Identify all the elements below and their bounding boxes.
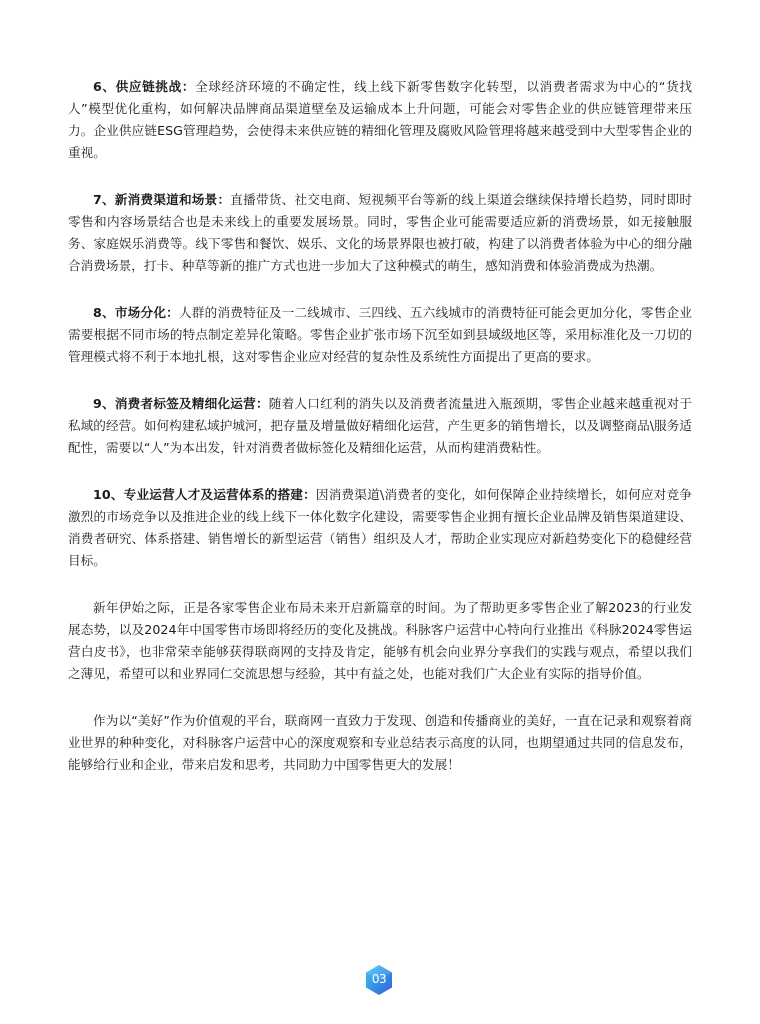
- paragraph-heading: 10、专业运营人才及运营体系的搭建：: [93, 487, 316, 502]
- paragraph-text: 作为以“美好”作为价值观的平台，联商网一直致力于发现、创造和传播商业的美好，一直在记录和观察着商业世界的种种变化，对科脉客户运营中心的深度观察和专业总结表示高度的认同，也期望通过共同的信息发布，能够给行业和企业，带来启发和思考，共同助力中国零售更大的发展！: [68, 713, 692, 772]
- paragraph-text: 新年伊始之际，正是各家零售企业布局未来开启新篇章的时间。为了帮助更多零售企业了解2023的行业发展态势，以及2024年中国零售市场即将经历的变化及挑战。科脉客户运营中心特向行业推出《科脉2024零售运营白皮书》，也非常荣幸能够获得联商网的支持及肯定，能够有机会向业界分享我们的实践与观点，希望以我们之薄见，希望可以和业界同仁交流思想与经验，其中有益之处，也能对我们广大企业有实际的指导价值。: [68, 600, 692, 681]
- paragraph-supply-chain: [68, 76, 692, 164]
- page-number: 03: [371, 972, 387, 986]
- paragraph-text: 因消费渠道\消费者的变化，如何保障企业持续增长，如何应对竞争激烈的市场竞争以及推进企业的线上线下一体化数字化建设，需要零售企业拥有擅长企业品牌及销售渠道建设、消费者研究、体系搭建、销售增长的新型运营（销售）组织及人才，帮助企业实现应对新趋势变化下的稳健经营目标。: [68, 487, 692, 568]
- paragraph-heading: 9、消费者标签及精细化运营：: [93, 396, 269, 411]
- page-number-badge: [364, 964, 394, 996]
- paragraph-closing: [68, 710, 692, 776]
- document-body: [68, 76, 692, 801]
- paragraph-market-division: [68, 302, 692, 368]
- paragraph-text: 全球经济环境的不确定性，线上线下新零售数字化转型，以消费者需求为中心的“货找人”模型优化重构，如何解决品牌商品渠道壁垒及运输成本上升问题，可能会对零售企业的供应链管理带来压力。企业供应链ESG管理趋势，会使得未来供应链的精细化管理及腐败风险管理将越来越受到中大型零售企业的重视。: [68, 79, 692, 160]
- paragraph-heading: 8、市场分化：: [93, 305, 179, 320]
- paragraph-new-channels: [68, 189, 692, 277]
- paragraph-heading: 6、供应链挑战：: [93, 79, 196, 94]
- paragraph-operations-talent: [68, 484, 692, 572]
- paragraph-new-year: [68, 597, 692, 685]
- paragraph-text: 人群的消费特征及一二线城市、三四线、五六线城市的消费特征可能会更加分化，零售企业需要根据不同市场的特点制定差异化策略。零售企业扩张市场下沉至如到县域级地区等，采用标准化及一刀切的管理模式将不利于本地扎根，这对零售企业应对经营的复杂性及系统性方面提出了更高的要求。: [68, 305, 692, 364]
- paragraph-text: 随着人口红利的消失以及消费者流量进入瓶颈期，零售企业越来越重视对于私域的经营。如何构建私域护城河，把存量及增量做好精细化运营，产生更多的销售增长，以及调整商品\服务适配性，需要以“人”为本出发，针对消费者做标签化及精细化运营，从而构建消费粘性。: [68, 396, 692, 455]
- paragraph-text: 直播带货、社交电商、短视频平台等新的线上渠道会继续保持增长趋势，同时即时零售和内容场景结合也是未来线上的重要发展场景。同时，零售企业可能需要适应新的消费场景，如无接触服务、家庭娱乐消费等。线下零售和餐饮、娱乐、文化的场景界限也被打破，构建了以消费者体验为中心的细分融合消费场景，打卡、种草等新的推广方式也进一步加大了这种模式的萌生，感知消费和体验消费成为热潮。: [68, 192, 692, 273]
- paragraph-heading: 7、新消费渠道和场景：: [93, 192, 231, 207]
- paragraph-consumer-tags: [68, 393, 692, 459]
